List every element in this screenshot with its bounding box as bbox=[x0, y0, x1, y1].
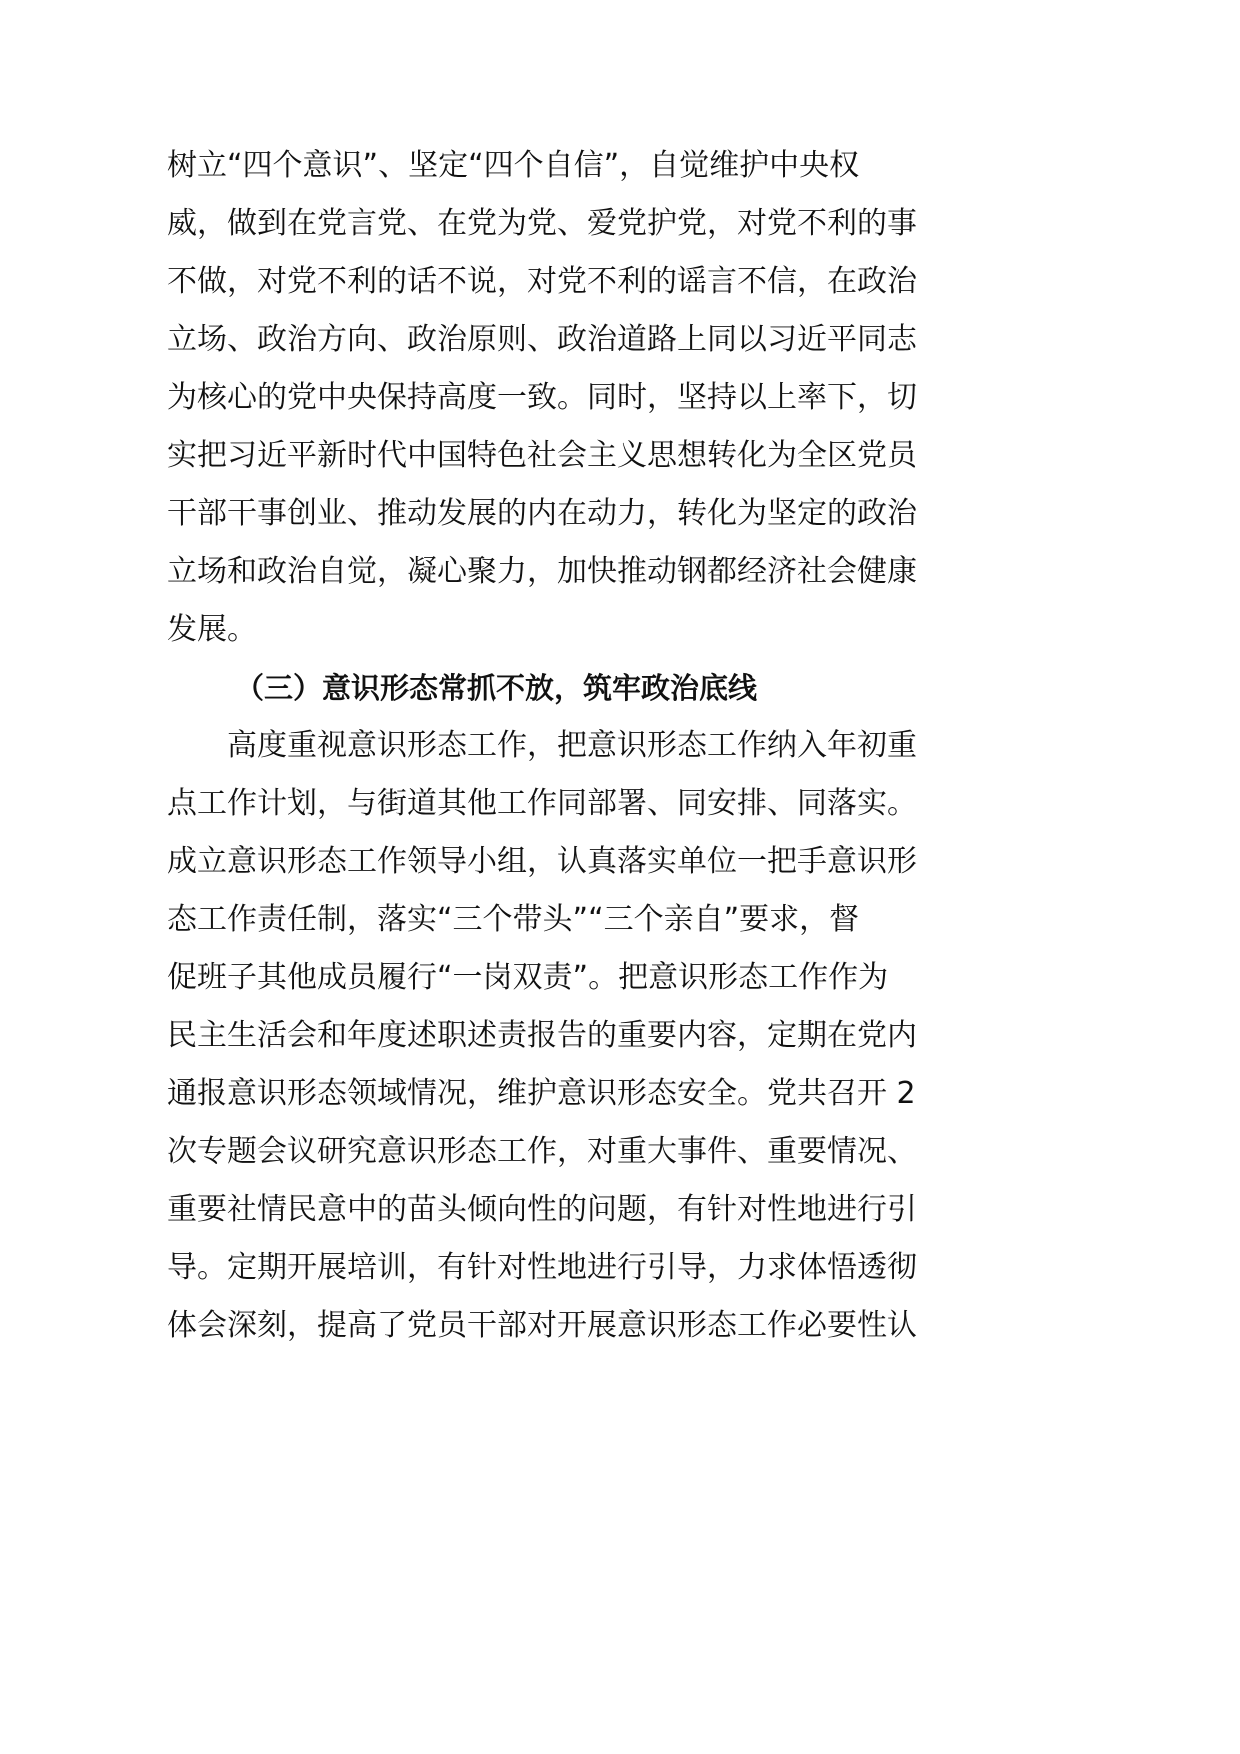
paragraph-line: 树立“四个意识”、坚定“四个自信”，自觉维护中央权 bbox=[167, 148, 860, 183]
paragraph-line: 民主生活会和年度述职述责报告的重要内容，定期在党内 bbox=[167, 1018, 917, 1053]
paragraph-line: 态工作责任制，落实“三个带头”“三个亲自”要求，督 bbox=[167, 902, 860, 937]
paragraph-line: 为核心的党中央保持高度一致。同时，坚持以上率下，切 bbox=[167, 380, 917, 415]
paragraph-line: 不做，对党不利的话不说，对党不利的谣言不信，在政治 bbox=[167, 264, 917, 299]
paragraph-line: 体会深刻，提高了党员干部对开展意识形态工作必要性认 bbox=[167, 1308, 917, 1343]
section-heading: （三）意识形态常抓不放，筑牢政治底线 bbox=[235, 671, 758, 705]
paragraph-line: 高度重视意识形态工作，把意识形态工作纳入年初重 bbox=[227, 728, 917, 763]
paragraph-line: 点工作计划，与街道其他工作同部署、同安排、同落实。 bbox=[167, 786, 917, 821]
paragraph-line: 促班子其他成员履行“一岗双责”。把意识形态工作作为 bbox=[167, 960, 889, 995]
document-body bbox=[167, 137, 947, 1355]
paragraph-line: 立场、政治方向、政治原则、政治道路上同以习近平同志 bbox=[167, 322, 917, 357]
paragraph-line: 干部干事创业、推动发展的内在动力，转化为坚定的政治 bbox=[167, 496, 917, 531]
paragraph-2 bbox=[167, 717, 947, 1355]
paragraph-line: 重要社情民意中的苗头倾向性的问题，有针对性地进行引 bbox=[167, 1192, 917, 1227]
paragraph-line: 次专题会议研究意识形态工作，对重大事件、重要情况、 bbox=[167, 1134, 917, 1169]
paragraph-line: 通报意识形态领域情况，维护意识形态安全。党共召开 2 bbox=[167, 1076, 916, 1111]
paragraph-line: 实把习近平新时代中国特色社会主义思想转化为全区党员 bbox=[167, 438, 917, 473]
paragraph-line: 导。定期开展培训，有针对性地进行引导，力求体悟透彻 bbox=[167, 1250, 917, 1285]
paragraph-1 bbox=[167, 137, 947, 659]
paragraph-line: 发展。 bbox=[167, 612, 257, 647]
paragraph-line: 立场和政治自觉，凝心聚力，加快推动钢都经济社会健康 bbox=[167, 554, 917, 589]
paragraph-line: 威，做到在党言党、在党为党、爱党护党，对党不利的事 bbox=[167, 206, 917, 241]
paragraph-line: 成立意识形态工作领导小组，认真落实单位一把手意识形 bbox=[167, 844, 917, 879]
